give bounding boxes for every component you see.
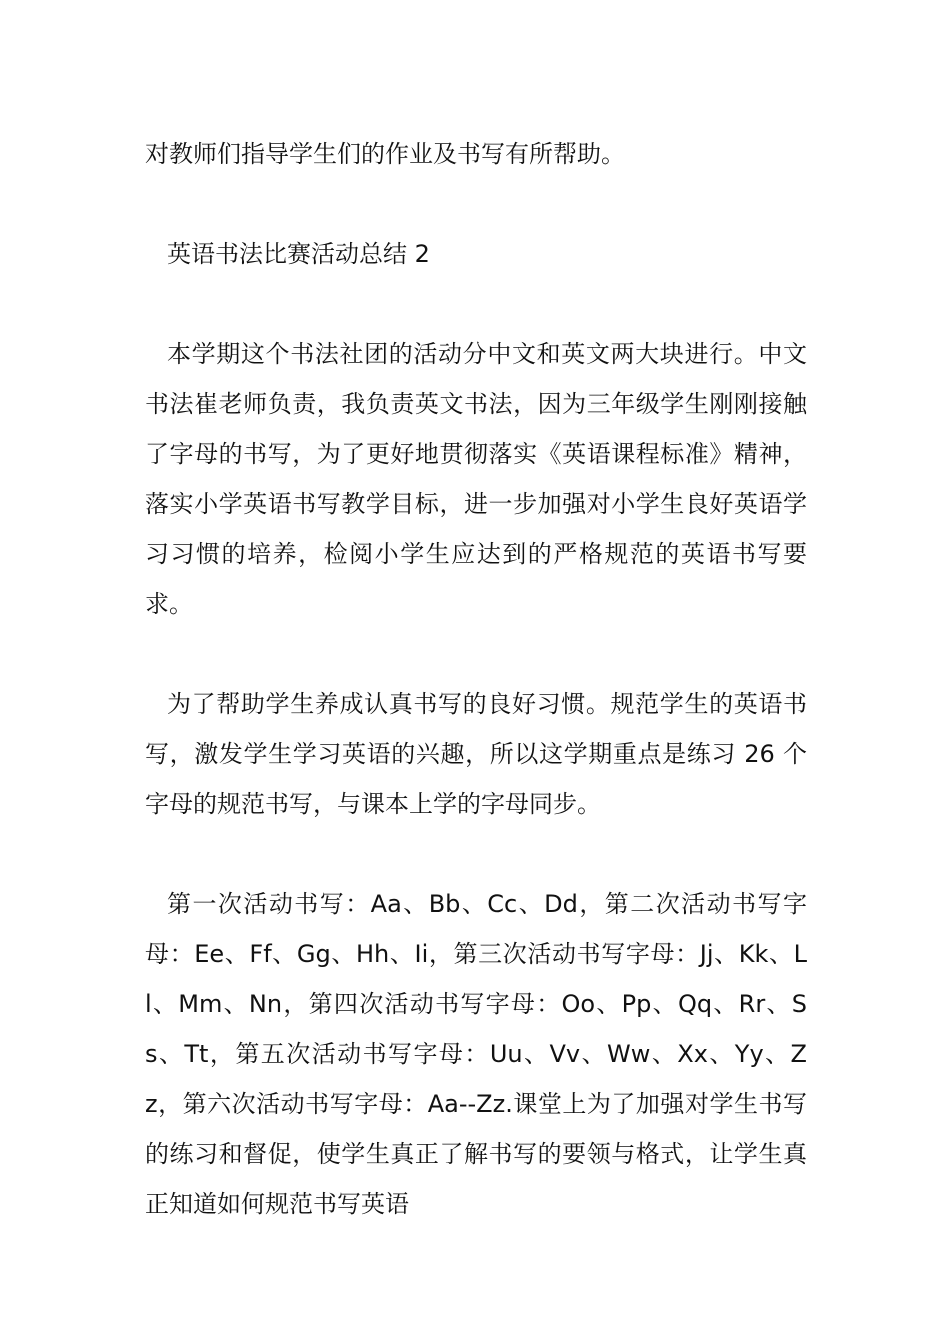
paragraph-intro: 本学期这个书法社团的活动分中文和英文两大块进行。中文书法崔老师负责，我负责英文书法，因为三年级学生刚刚接触了字母的书写，为了更好地贯彻落实《英语课程标准》精神，落实小学英语书写教学目标，进一步加强对小学生良好英语学习习惯的培养，检阅小学生应达到的严格规范的英语书写要求。 bbox=[145, 340, 807, 618]
paragraph-goal: 为了帮助学生养成认真书写的良好习惯。规范学生的英语书写，激发学生学习英语的兴趣，所以这学期重点是练习 26 个字母的规范书写，与课本上学的字母同步。 bbox=[145, 690, 807, 818]
paragraph-continuation: 对教师们指导学生们的作业及书写有所帮助。 bbox=[145, 140, 625, 168]
paragraph-activities: 第一次活动书写：Aa、Bb、Cc、Dd，第二次活动书写字母：Ee、Ff、Gg、Hh、Ii，第三次活动书写字母：Jj、Kk、Ll、Mm、Nn，第四次活动书写字母：Oo、Pp、Qq、Rr、Ss、Tt，第五次活动书写字母：Uu、Vv、Ww、Xx、Yy、Zz，第六次活动书写字母：Aa--Zz.课堂上为了加强对学生书写的练习和督促，使学生真正了解书写的要领与格式，让学生真正知道如何规范书写英语 bbox=[145, 890, 807, 1218]
document-body bbox=[145, 129, 807, 1229]
section-heading: 英语书法比赛活动总结 2 bbox=[167, 240, 430, 268]
